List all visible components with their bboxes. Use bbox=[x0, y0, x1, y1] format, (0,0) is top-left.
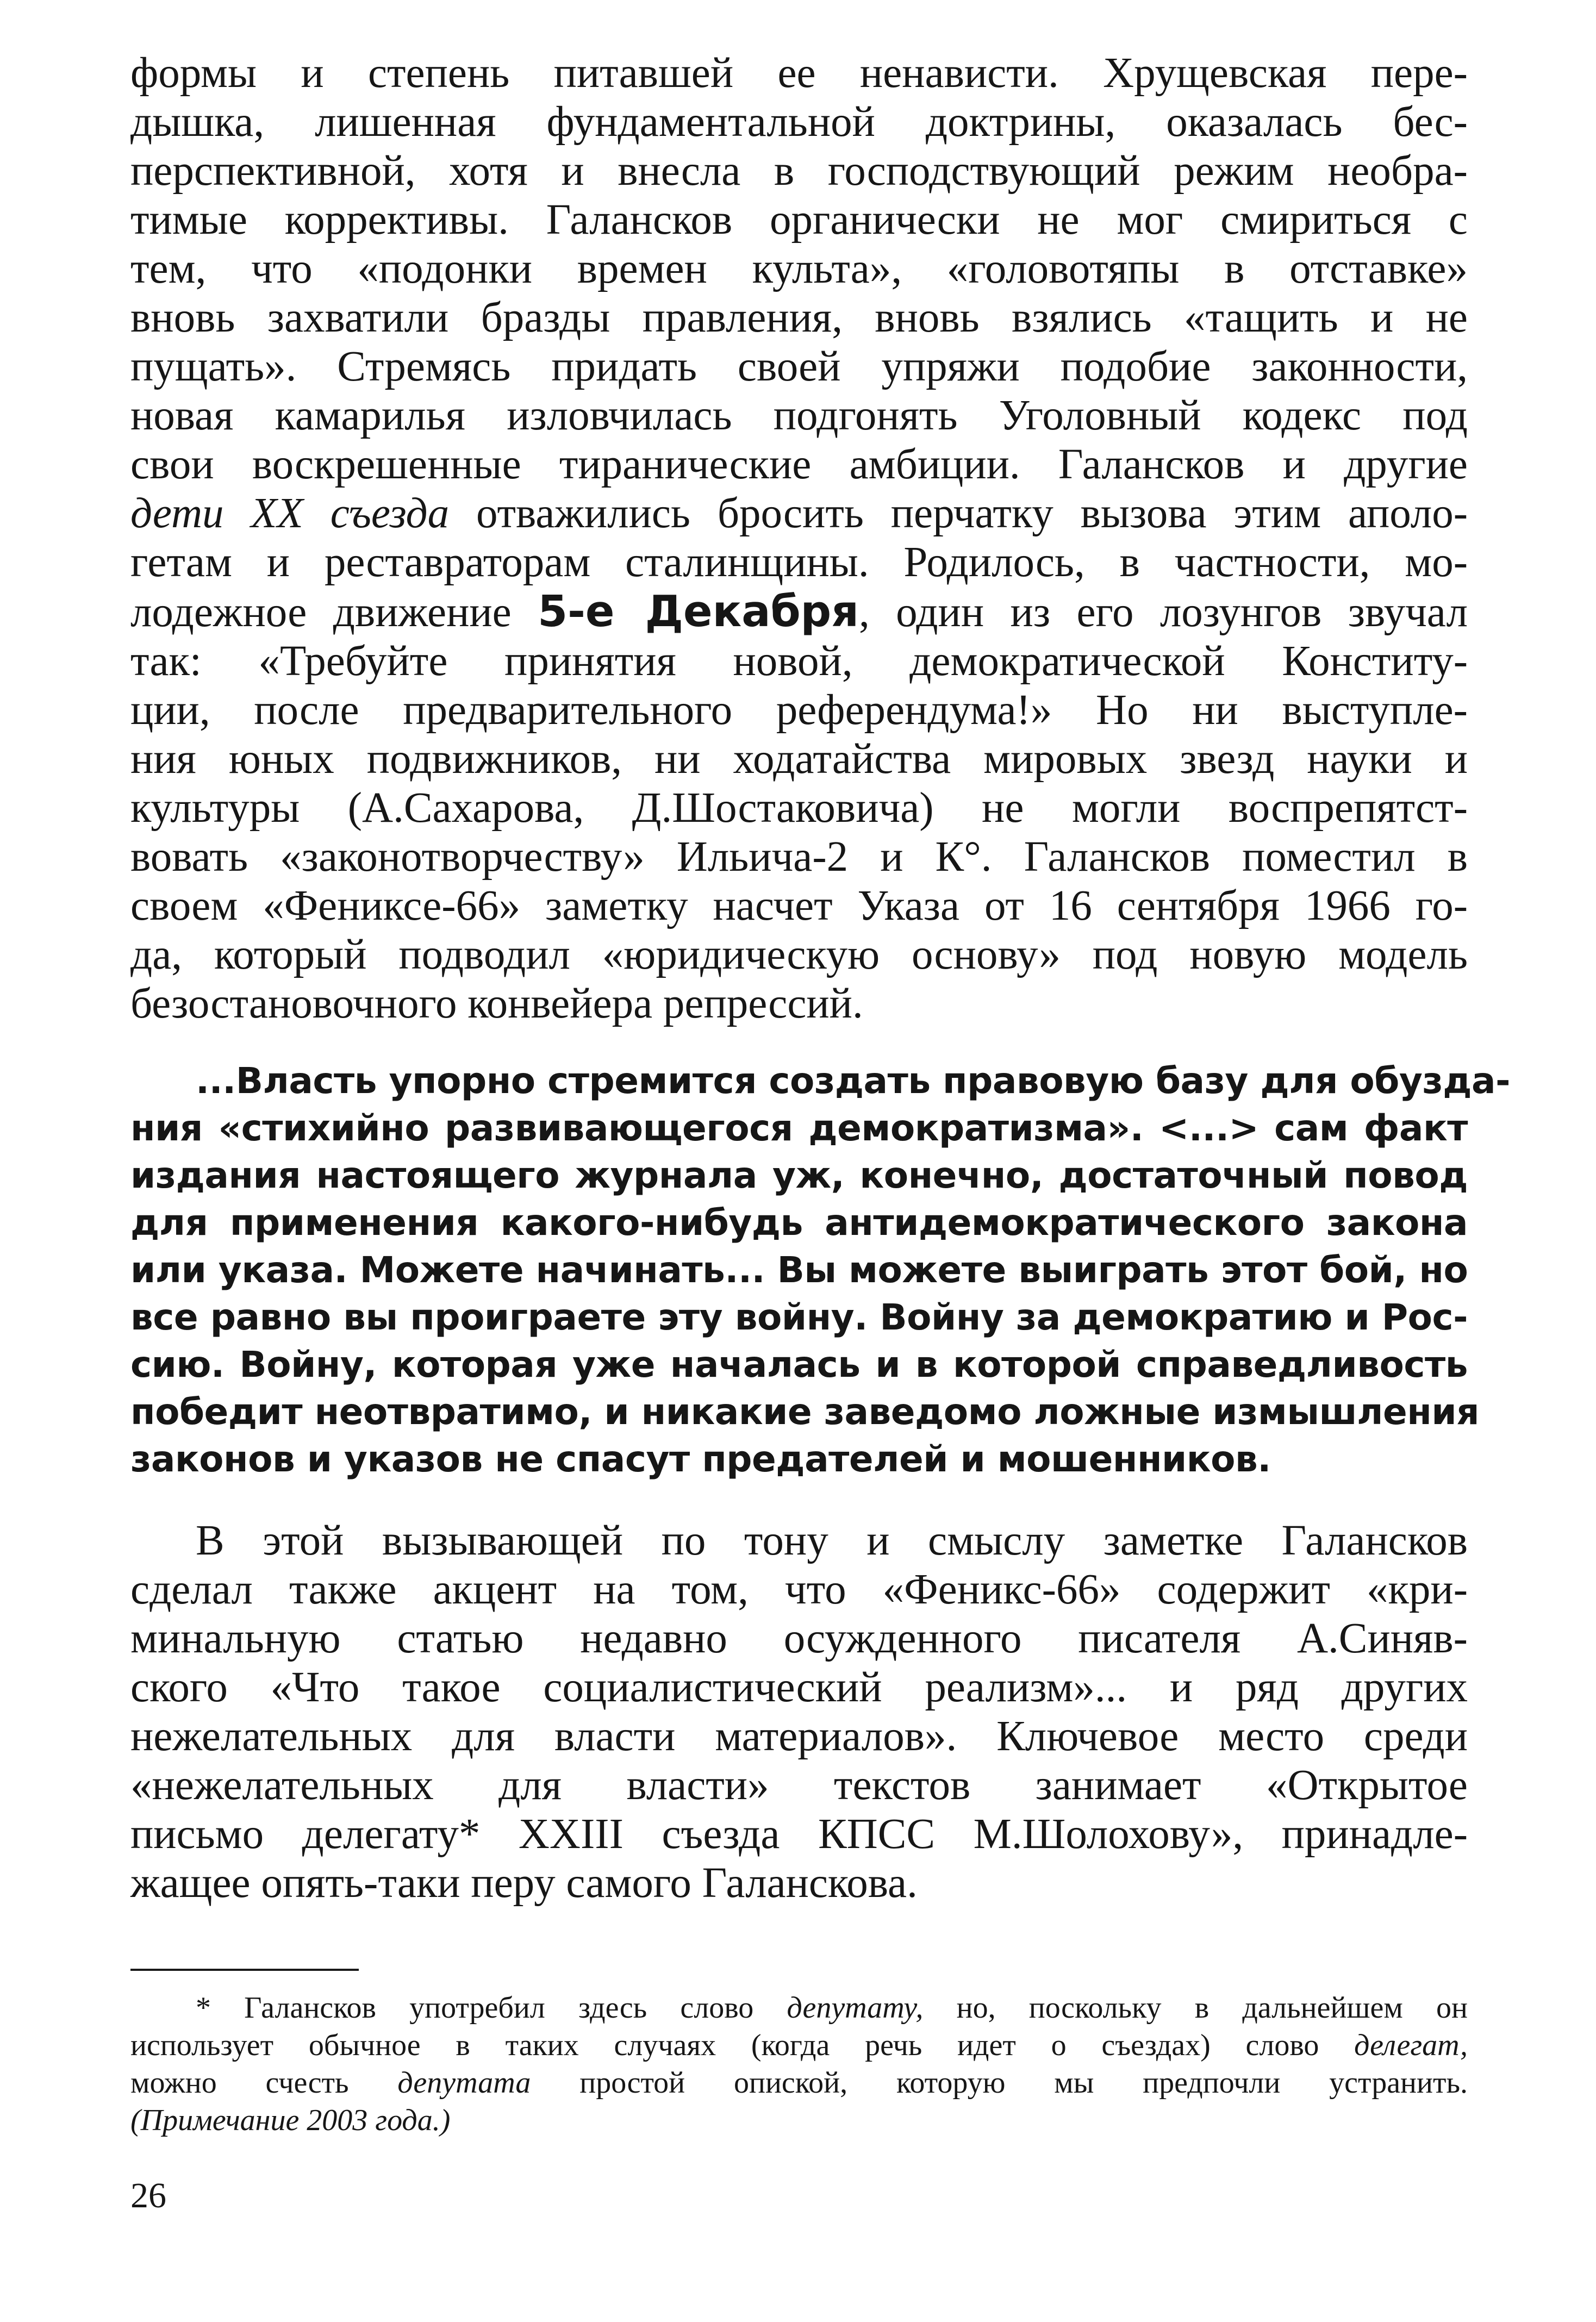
text-line: новая камарилья изловчилась подгонять Уголовный кодекс под bbox=[130, 392, 1468, 439]
text-fragment: использует обычное в таких случаях (когда речь идет о съездах) слово bbox=[130, 2028, 1355, 2062]
quote-line: все равно вы проиграете эту войну. Войну за демократию и Рос- bbox=[130, 1296, 1468, 1338]
text-line: «нежелательных для власти» текстов занимает «Открытое bbox=[130, 1762, 1468, 1809]
quote-line: ...Власть упорно стремится создать правовую базу для обузда- bbox=[196, 1060, 1510, 1102]
text-line: тимые коррективы. Галансков органически не мог смириться с bbox=[130, 196, 1468, 244]
text-line: своем «Фениксе-66» заметку насчет Указа от 16 сентября 1966 го- bbox=[130, 882, 1468, 929]
text-fragment: простой опиской, которую мы предпочли устранить. bbox=[531, 2066, 1468, 2100]
text-line: ции, после предварительного референдума!» Но ни выступле- bbox=[130, 686, 1468, 734]
text-line: тем, что «подонки времен культа», «головотяпы в отставке» bbox=[130, 245, 1468, 292]
text-line: письмо делегату* XXIII съезда КПСС М.Шолохову», принадле- bbox=[130, 1811, 1468, 1858]
text-line-with-bold bbox=[130, 587, 1468, 637]
footnote-divider bbox=[130, 1969, 359, 1971]
italic-word: делегат, bbox=[1354, 2028, 1468, 2062]
text-line: свои воскрешенные тиранические амбиции. Галансков и другие bbox=[130, 441, 1468, 488]
bold-phrase: 5-е Декабря bbox=[538, 586, 859, 636]
quote-line: ния «стихийно развивающегося демократизма». <...> сам факт bbox=[130, 1107, 1468, 1149]
quotation-block bbox=[130, 1057, 1510, 1483]
italic-word: депутату, bbox=[787, 1991, 924, 2025]
text-fragment: , один из его лозунгов звучал bbox=[858, 589, 1468, 636]
text-fragment: отважились бросить перчатку вызова этим аполо- bbox=[476, 490, 1468, 537]
text-line: перспективной, хотя и внесла в господствующий режим необра- bbox=[130, 147, 1468, 195]
text-line: да, который подводил «юридическую основу» под новую модель bbox=[130, 931, 1468, 978]
quote-line: победит неотвратимо, и никакие заведомо ложные измышления bbox=[130, 1391, 1479, 1433]
quote-line: издания настоящего журнала уж, конечно, достаточный повод bbox=[130, 1154, 1468, 1196]
italic-note: (Примечание 2003 года.) bbox=[130, 2103, 451, 2137]
text-line: безостановочного конвейера репрессий. bbox=[130, 980, 863, 1027]
text-line: ского «Что такое социалистический реализм»... и ряд других bbox=[130, 1664, 1468, 1711]
text-line: В этой вызывающей по тону и смыслу заметке Галансков bbox=[196, 1517, 1468, 1564]
text-fragment: * Галансков употребил здесь слово bbox=[196, 1991, 787, 2025]
italic-phrase: дети XX съезда bbox=[130, 490, 450, 537]
footnote-line bbox=[130, 2064, 1468, 2102]
quote-line: законов и указов не спасут предателей и мошенников. bbox=[130, 1438, 1271, 1480]
footnote-line bbox=[130, 1989, 1468, 2027]
text-fragment: можно счесть bbox=[130, 2066, 398, 2100]
text-line: дышка, лишенная фундаментальной доктрины, оказалась бес- bbox=[130, 98, 1468, 146]
text-line: культуры (А.Сахарова, Д.Шостаковича) не могли воспрепятст- bbox=[130, 784, 1468, 832]
footnote bbox=[130, 1989, 1468, 2139]
quote-line: или указа. Можете начинать... Вы можете выиграть этот бой, но bbox=[130, 1249, 1468, 1291]
text-line: ния юных подвижников, ни ходатайства мировых звезд науки и bbox=[130, 735, 1468, 783]
text-line: сделал также акцент на том, что «Феникс-66» содержит «кри- bbox=[130, 1566, 1468, 1613]
quote-line: для применения какого-нибудь антидемократического закона bbox=[130, 1202, 1468, 1244]
second-paragraph bbox=[130, 1516, 1468, 1908]
page-number: 26 bbox=[130, 2176, 166, 2215]
text-line: вовать «законотворчеству» Ильича-2 и К°. Галансков поместил в bbox=[130, 833, 1468, 881]
footnote-line bbox=[130, 2102, 1468, 2139]
italic-word: депутата bbox=[397, 2066, 531, 2100]
main-paragraph bbox=[130, 49, 1468, 1028]
text-line: вновь захватили бразды правления, вновь взялись «тащить и не bbox=[130, 294, 1468, 341]
text-line: нежелательных для власти материалов». Ключевое место среди bbox=[130, 1713, 1468, 1760]
text-line: формы и степень питавшей ее ненависти. Хрущевская пере- bbox=[130, 49, 1468, 97]
footnote-line bbox=[130, 2027, 1468, 2064]
text-line: минальную статью недавно осужденного писателя А.Синяв- bbox=[130, 1615, 1468, 1662]
text-line: жащее опять-таки перу самого Галанскова. bbox=[130, 1859, 918, 1907]
quote-line: сию. Войну, которая уже началась и в которой справедливость bbox=[130, 1344, 1468, 1385]
text-line-with-italic bbox=[130, 489, 1468, 538]
text-line: пущать». Стремясь придать своей упряжи подобие законности, bbox=[130, 343, 1468, 390]
text-fragment: лодежное движение bbox=[130, 589, 512, 636]
text-fragment: но, поскольку в дальнейшем он bbox=[923, 1991, 1468, 2025]
text-line: так: «Требуйте принятия новой, демократической Конститу- bbox=[130, 638, 1468, 685]
text-line: гетам и реставраторам сталинщины. Родилось, в частности, мо- bbox=[130, 539, 1468, 586]
